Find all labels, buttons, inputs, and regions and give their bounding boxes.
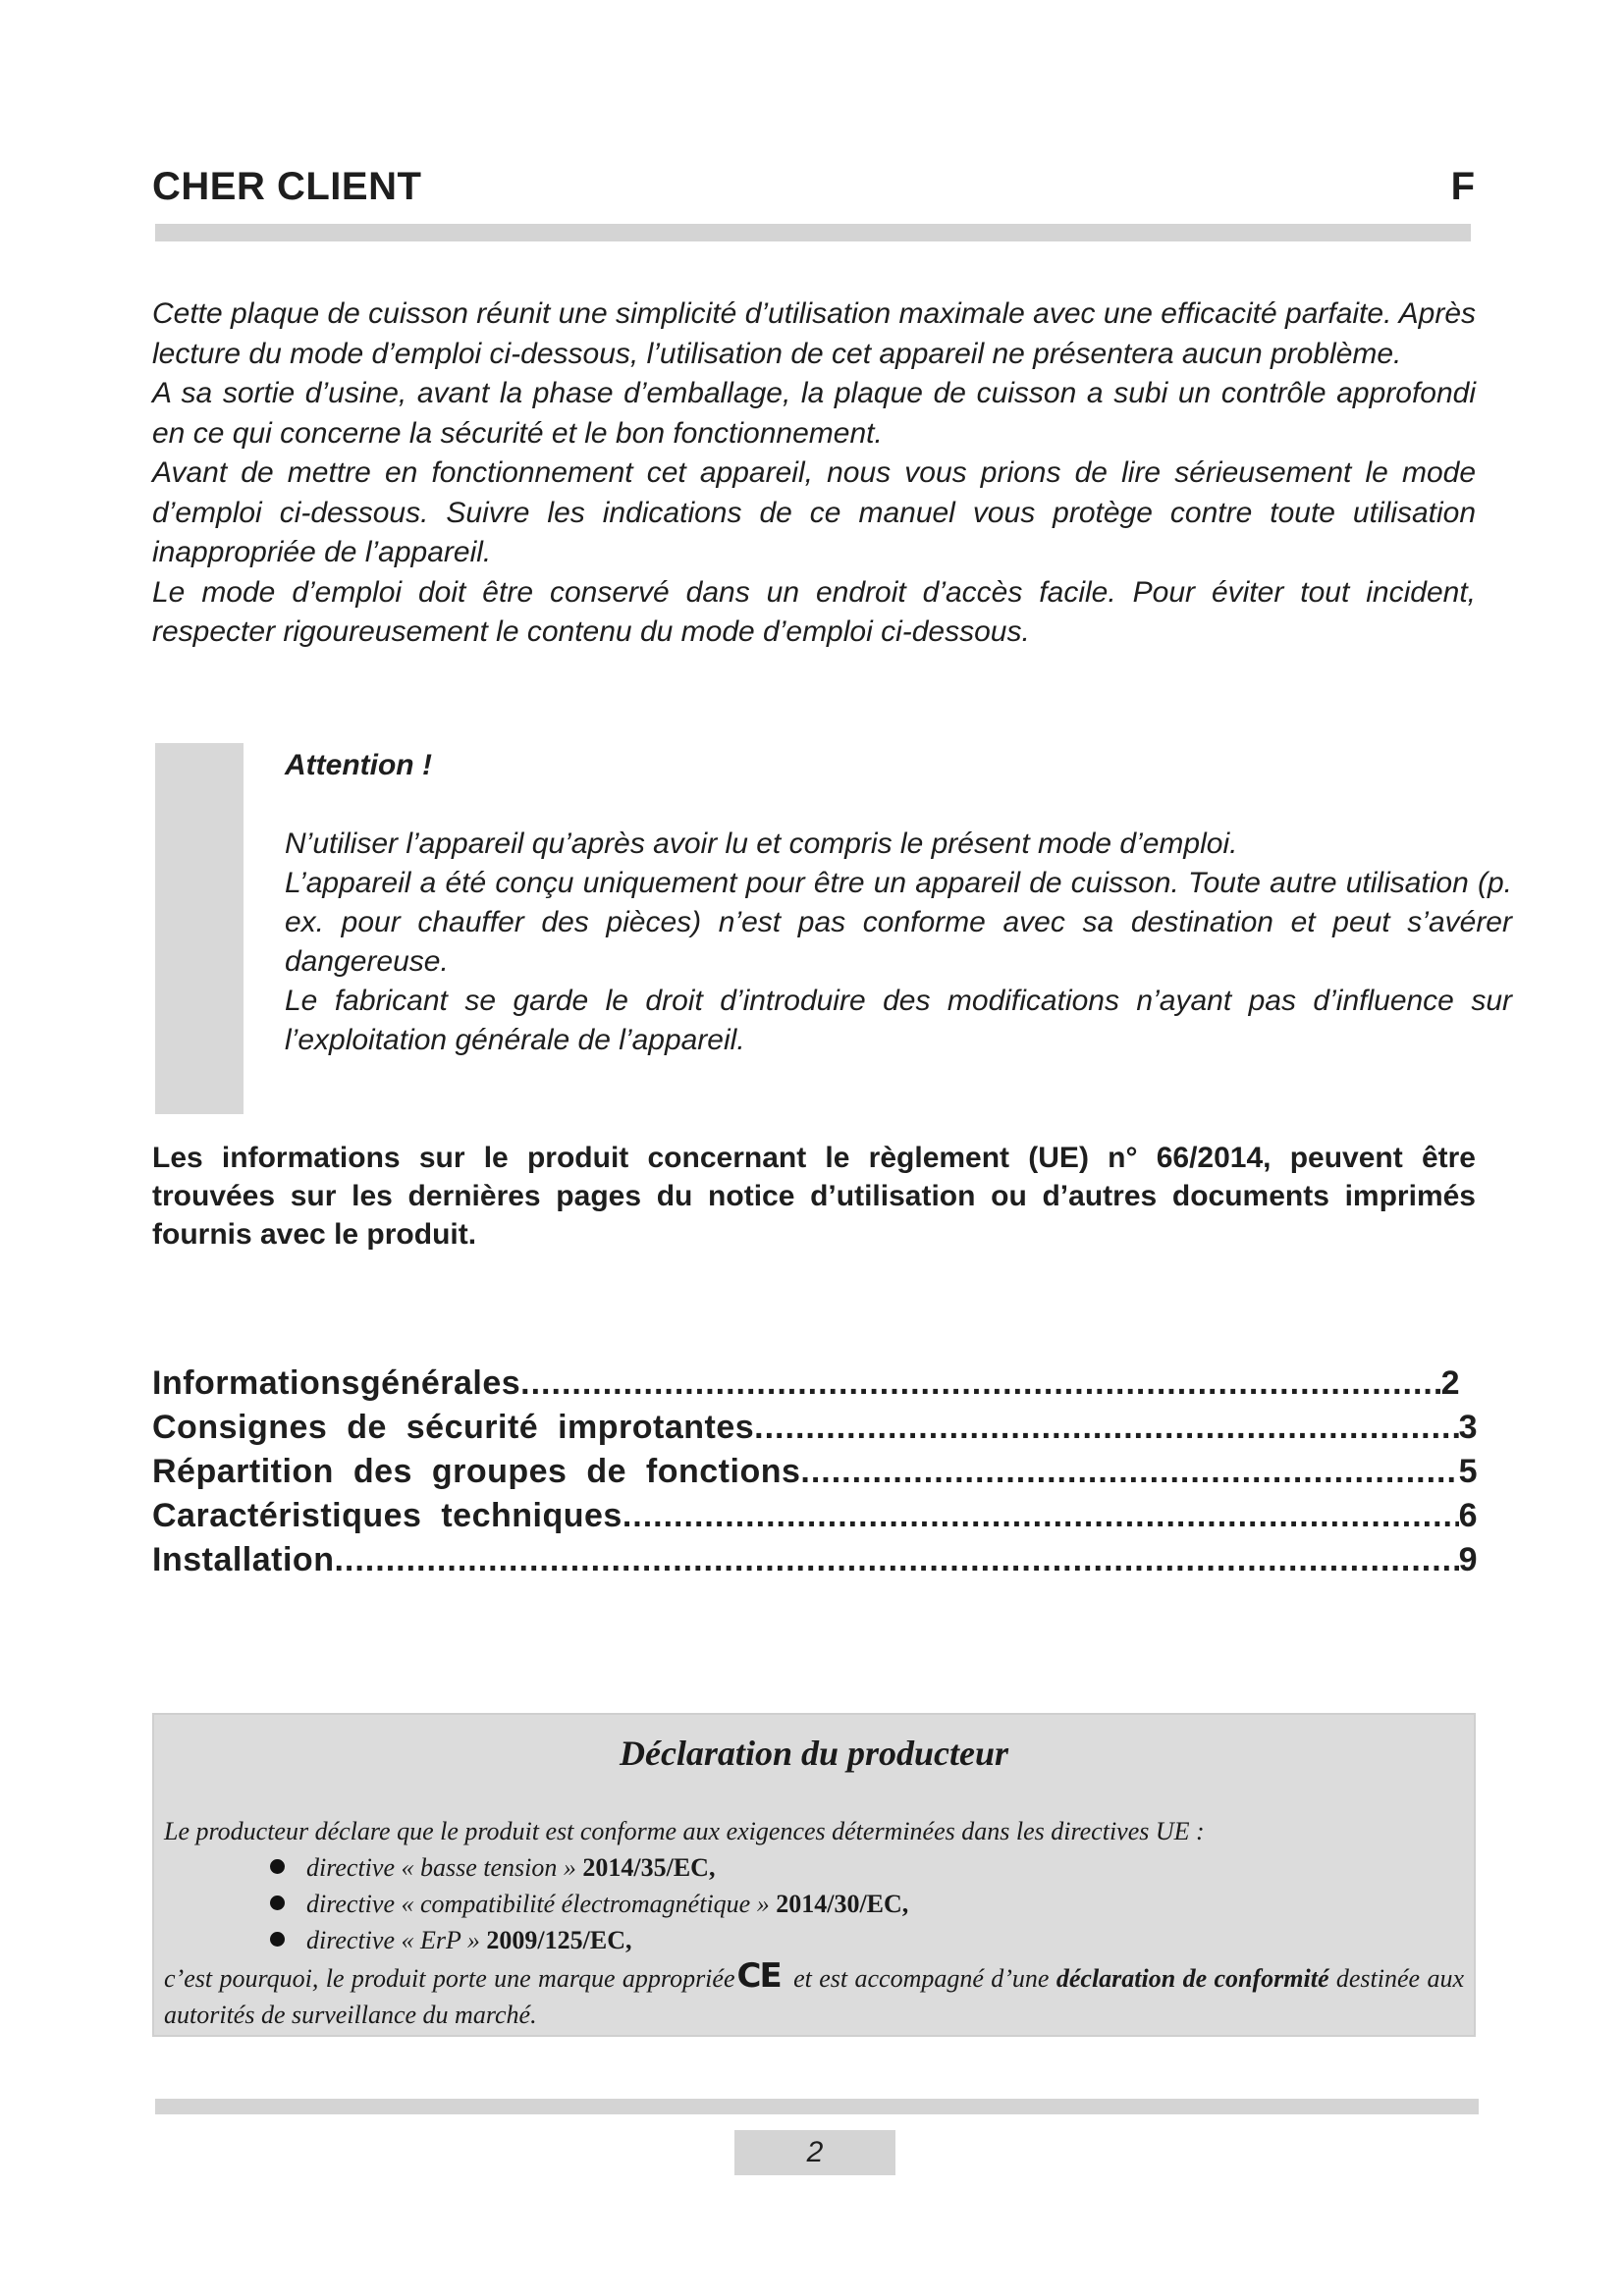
page-number: 2 [734,2130,895,2175]
table-of-contents [152,1364,1478,1585]
directive-item [164,1849,1464,1886]
directive-text: directive « basse tension » [306,1853,583,1882]
attention-heading: Attention ! [285,749,432,781]
toc-leader-dots [754,1409,1458,1447]
intro-paragraph: Avant de mettre en fonctionnement cet appareil, nous vous prions de lire sérieusement le mode d’emploi ci-dessous. Suivre les indications de ce manuel vous protège contre toute utilisation inappropriée de l’appareil. [152,456,1476,568]
toc-leader-dots [520,1364,1440,1403]
toc-entry-label: Consignes de sécurité improtantes [152,1409,755,1446]
closing-text: destinée aux autorités de surveillance du marché. [164,1964,1464,2029]
toc-entry-label: Caractéristiques techniques [152,1497,623,1534]
intro-paragraph: Cette plaque de cuisson réunit une simplicité d’utilisation maximale avec une efficacité parfaite. Après lecture du mode d’emploi ci-dessous, l’utilisation de cet appareil ne présentera aucun problème. [152,297,1476,370]
bullet-icon [270,1859,285,1874]
toc-entry[interactable] [152,1541,1478,1585]
intro-paragraph: A sa sortie d’usine, avant la phase d’emballage, la plaque de cuisson a subi un contrôle approfondi en ce qui concerne la sécurité et le bon fonctionnement. [152,377,1476,450]
directive-item [164,1886,1464,1922]
bullet-icon [270,1932,285,1947]
toc-leader-dots [623,1497,1459,1535]
directive-text: directive « compatibilité électromagnétique » [306,1890,777,1918]
closing-text: et est accompagné d’une [785,1964,1056,1993]
page-title: CHER CLIENT [152,165,422,208]
directive-code: 2014/35/EC, [582,1853,716,1882]
attention-paragraph: Le fabricant se garde le droit d’introduire des modifications n’ayant pas d’influence sur l’exploitation générale de l’appareil. [285,985,1512,1056]
bullet-icon [270,1896,285,1910]
language-code: F [1450,165,1475,208]
attention-paragraph: L’appareil a été conçu uniquement pour être un appareil de cuisson. Toute autre utilisation (p. ex. pour chauffer des pièces) n’est pas conforme avec sa destination et peut s’avérer dangereuse. [285,867,1512,978]
toc-entry[interactable] [152,1497,1478,1541]
regulation-note: Les informations sur le produit concernant le règlement (UE) n° 66/2014, peuvent être trouvées sur les dernières pages du notice d’utilisation ou d’autres documents imprimés fournis avec le produit. [152,1142,1476,1251]
directive-text: directive « ErP » [306,1926,487,1954]
toc-entry[interactable] [152,1364,1478,1409]
toc-entry-label: Informationsgénérales [152,1364,521,1402]
declaration-closing [164,1958,1464,2033]
footer-divider [155,2099,1479,2114]
directive-code: 2009/125/EC, [486,1926,632,1954]
toc-entry-page: 6 [1458,1497,1478,1534]
attention-block [285,746,1512,1060]
conformity-declaration-text: déclaration de conformité [1056,1964,1329,1993]
intro-text [152,294,1476,653]
intro-paragraph: Le mode d’emploi doit être conservé dans un endroit d’accès facile. Pour éviter tout incident, respecter rigoureusement le contenu du mode d’emploi ci-dessous. [152,575,1476,648]
manufacturer-declaration [152,1713,1476,2037]
toc-entry-page: 2 [1440,1364,1460,1402]
toc-entry-label: Installation [152,1541,335,1578]
ce-mark-icon: CE [736,1956,781,1996]
declaration-intro: Le producteur déclare que le produit est conforme aux exigences déterminées dans les directives UE : [164,1817,1205,1845]
toc-entry-page: 9 [1458,1541,1478,1578]
attention-side-bar [155,743,244,1114]
toc-entry-page: 5 [1458,1453,1478,1490]
directive-code: 2014/30/EC, [776,1890,909,1918]
toc-entry-label: Répartition des groupes de fonctions [152,1453,801,1490]
toc-leader-dots [800,1453,1458,1491]
declaration-body [164,1813,1464,2033]
header-divider [155,224,1471,241]
directive-item [164,1922,1464,1958]
toc-entry[interactable] [152,1453,1478,1497]
toc-leader-dots [334,1541,1458,1579]
declaration-title: Déclaration du producteur [619,1734,1009,1773]
toc-entry[interactable] [152,1409,1478,1453]
closing-text: c’est pourquoi, le produit porte une marque appropriée [164,1964,735,1993]
attention-paragraph: N’utiliser l’appareil qu’après avoir lu et compris le présent mode d’emploi. [285,828,1238,860]
toc-entry-page: 3 [1458,1409,1478,1446]
